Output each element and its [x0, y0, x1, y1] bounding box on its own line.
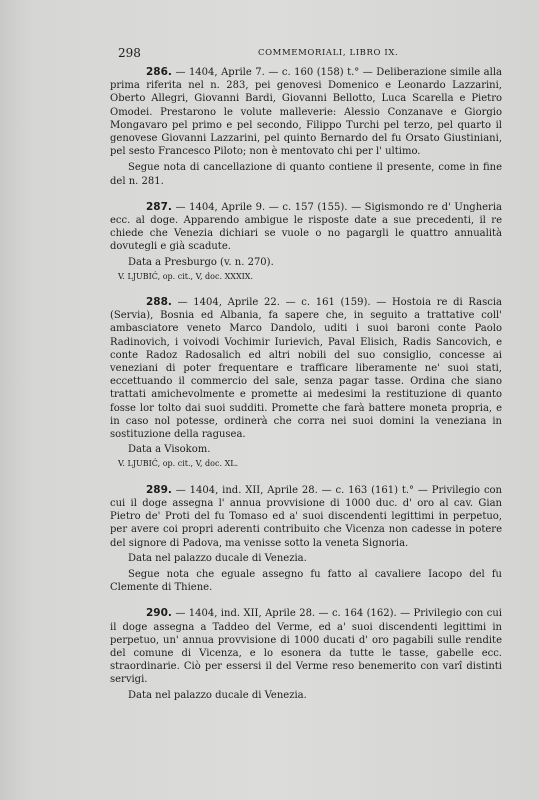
entry-text: 288. — 1404, Aprile 22. — c. 161 (159). — Hostoia re di Rascia (Servia), Bosnia ed Albania, fa sapere che, in seguito a trattative coll' ambasciatore veneto Marco Dandolo, uditi i suoi baroni conte Paolo Radinovich, i voivodi Vochimir Iurievich, Paval Elisich, Radis Sancovich, e conte Radoz Radosalich ed altri nobili del suo consiglio, concesse ai veneziani di poter frequentare e trafficare liberamente ne' suoi stati, eccettuando il commercio del sale, senza pagar tasse. Ordina che siano trattati amichevolmente e promette ai medesimi la restituzione di quanto fosse lor tolto dai suoi sudditi. Promette che farà battere moneta propria, e in caso nol potesse, ordinerà che corra nei suoi domini la veneziana in sostituzione della ragusea. [110, 296, 502, 441]
entry-number: 286. [146, 66, 172, 78]
entry-289 [110, 484, 502, 595]
entry-290 [110, 607, 502, 701]
entry-number: 289. [146, 483, 172, 496]
entry-text: 287. — 1404, Aprile 9. — c. 157 (155). — Sigismondo re d' Ungheria ecc. al doge. Apparendo ambigue le risposte date a sue precedenti, il re chiede che Venezia dichiari se vuole o no pagargli le quattro annualità dovutegli e già scadute. [110, 200, 502, 253]
entry-dated: Data nel palazzo ducale di Venezia. [128, 552, 307, 564]
page-number: 298 [118, 46, 141, 60]
entry-dated: Data nel palazzo ducale di Venezia. [128, 689, 307, 701]
entry-number: 287. [146, 200, 172, 213]
page-body [110, 66, 502, 715]
entry-text: 289. — 1404, ind. XII, Aprile 28. — c. 163 (161) t.° — Privilegio con cui il doge assegna l' annua provvisione di 1000 duc. d' oro al cav. Gian Pietro de' Proti del fu Tomaso ed a' suoi discendenti legittimi in perpetuo, per avere coi propri aderenti contribuito che Vicenza non cadesse in potere del signore di Padova, ma venisse sotto la veneta Signoria. [110, 483, 503, 549]
entry-text: 290. — 1404, ind. XII, Aprile 28. — c. 164 (162). — Privilegio con cui il doge assegna a Taddeo del Verme, ed a' suoi discendenti legittimi in perpetuo, un' annua provvisione di 1000 ducati d' oro pagabili sulle rendite del comune di Vicenza, e lo esonera da tutte le tasse, gabelle ecc. straordinarie. Ciò per essersi il del Verme reso benemerito con varî distinti servigi. [110, 607, 502, 686]
entry-dated: Data a Visokom. [128, 444, 211, 456]
entry-number: 290. [146, 607, 172, 620]
entry-note: Segue nota che eguale assegno fu fatto al cavaliere Iacopo del fu Clemente di Thiene. [110, 568, 502, 594]
entry-text: 286. — 1404, Aprile 7. — c. 160 (158) t.° — Deliberazione simile alla prima riferita nel n. 283, pei genovesi Domenico e Leonardo Lazzarini, Oberto Allegri, Giovanni Bardi, Giovanni Bellotto, Luca Scarella e Pietro Omodei. Prestarono le volute malleverie: Alessio Conzanave e Giorgio Mongavaro pel primo e pel secondo, Filippo Turchi pel terzo, pel quarto il genovese Giovanni Lazzarini, pel quinto Bernardo del fu Orsato Giustiniani, pel sesto Francesco Piloto; non è mentovato chi per l' ultimo. [110, 66, 503, 158]
page-header [118, 46, 511, 62]
entry-dated: Data a Presburgo (v. n. 270). [128, 256, 274, 268]
entry-287 [110, 201, 502, 283]
entry-reference: V. LJUBIĆ, op. cit., V, doc. XXXIX. [118, 271, 254, 281]
entry-reference: V. LJUBIĆ, op. cit., V, doc. XL. [118, 459, 239, 469]
running-title: COMMEMORIALI, LIBRO IX. [258, 48, 399, 58]
entry-number: 288. [146, 296, 172, 309]
entry-286 [110, 66, 502, 188]
entry-288 [110, 296, 502, 471]
entry-note: Segue nota di cancellazione di quanto contiene il presente, come in fine del n. 281. [110, 162, 502, 187]
